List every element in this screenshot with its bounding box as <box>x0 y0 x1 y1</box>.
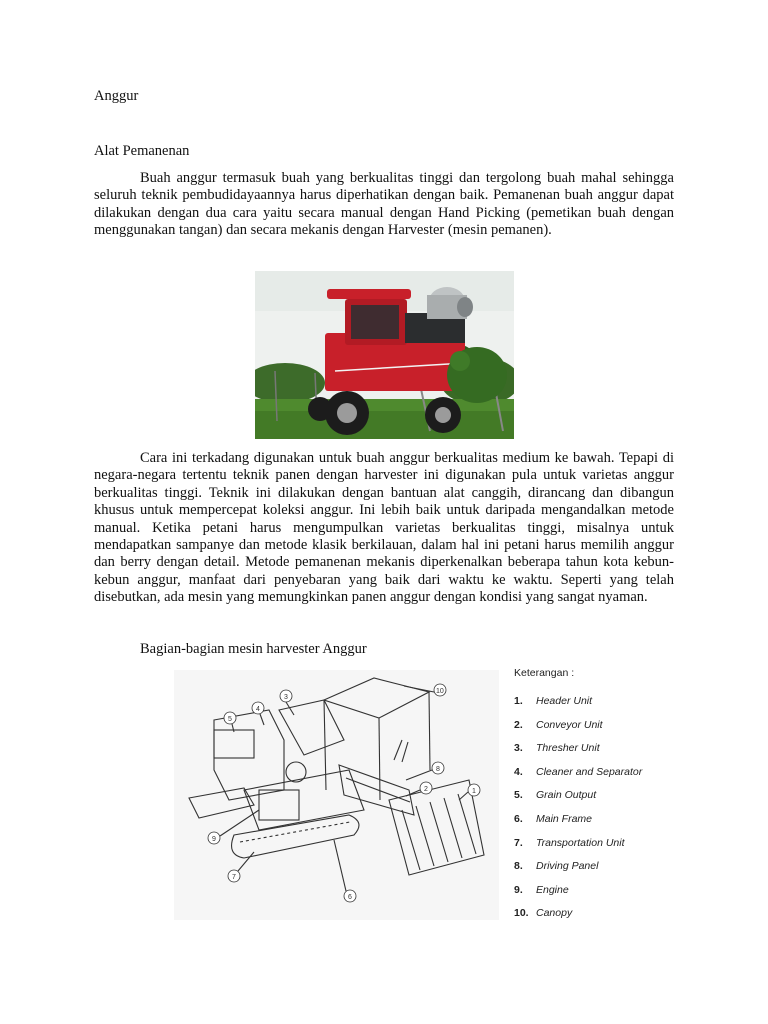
legend-item <box>512 761 702 785</box>
legend-label: Thresher Unit <box>536 742 600 755</box>
svg-text:4: 4 <box>256 706 260 713</box>
legend-title: Keterangan : <box>514 667 575 679</box>
section-heading: Alat Pemanenan <box>94 143 190 159</box>
legend-label: Header Unit <box>536 695 593 707</box>
svg-text:10: 10 <box>436 688 444 695</box>
legend-number: 1. <box>514 695 523 707</box>
svg-text:2: 2 <box>424 786 428 793</box>
harvester-diagram <box>174 670 499 920</box>
legend-label: Conveyor Unit <box>536 718 603 731</box>
subheading-parts: Bagian-bagian mesin harvester Anggur <box>140 641 367 657</box>
legend-label: Cleaner and Separator <box>536 765 643 778</box>
svg-text:7: 7 <box>232 874 236 881</box>
legend-item <box>512 690 702 714</box>
paragraph-harvester: Cara ini terkadang digunakan untuk buah anggur berkualitas medium ke bawah. Tepapi di negara-negara tertentu teknik panen dengan harvester ini digunakan pula untuk varietas anggur berkualitas tinggi. Teknik ini dilakukan dengan bantuan alat canggih, dirancang dan dibangun khusus untuk mempercepat koleksi anggur. Ini lebih baik untuk daripada mengandalkan metode manual. Ketika petani harus mengumpulkan varietas berkualitas tinggi, misalnya untuk mendapatkan sampanye dan metode klasik berkilauan, dalam hal ini petani harus memilih anggur dan berry dengan detail. Metode pemanenan mekanis diperkenalkan beberapa tahun kota kebun-kebun anggur, manfaat dari penyebaran yang baik dari waktu ke waktu. Seperti yang telah disebutkan, ada mesin yang memungkinkan panen anggur dengan kondisi yang sangat nyaman. <box>94 450 674 606</box>
legend-number: 7. <box>514 836 523 849</box>
paragraph-intro: Buah anggur termasuk buah yang berkualitas tinggi dan tergolong buah mahal sehingga seluruh teknik pembudidayaannya harus diperhatikan dengan baik. Pemanenan buah anggur dapat dilakukan dengan dua cara yaitu secara manual dengan Hand Picking (pemetikan buah dengan menggunakan tangan) dan secara mekanis dengan Harvester (mesin pemanen). <box>94 170 674 239</box>
legend-number: 3. <box>514 742 523 755</box>
legend-number: 6. <box>514 812 523 825</box>
legend-item <box>512 737 702 761</box>
svg-text:9: 9 <box>212 836 216 843</box>
svg-text:3: 3 <box>284 694 288 701</box>
legend-label: Main Frame <box>536 812 593 825</box>
legend-item <box>512 714 702 738</box>
legend-item <box>512 832 702 856</box>
legend-number: 10. <box>514 907 529 920</box>
legend-label: Transportation Unit <box>536 836 625 849</box>
legend-number: 2. <box>514 718 523 731</box>
legend-label: Canopy <box>536 907 573 920</box>
legend-list <box>512 690 702 926</box>
legend-label: Driving Panel <box>536 860 599 873</box>
legend-number: 5. <box>514 789 523 802</box>
legend-item <box>512 784 702 808</box>
legend-item <box>512 855 702 879</box>
svg-text:1: 1 <box>472 788 476 795</box>
legend-label: Grain Output <box>536 789 597 802</box>
svg-text:8: 8 <box>436 766 440 773</box>
legend-item <box>512 902 702 926</box>
document-title: Anggur <box>94 88 139 104</box>
legend-item <box>512 879 702 903</box>
legend-label: Engine <box>536 883 569 896</box>
legend-number: 8. <box>514 860 523 873</box>
svg-text:6: 6 <box>348 894 352 901</box>
legend-number: 9. <box>514 883 523 896</box>
diagram-legend <box>512 666 702 926</box>
svg-text:5: 5 <box>228 716 232 723</box>
harvester-photo <box>255 271 514 439</box>
legend-number: 4. <box>514 765 523 778</box>
legend-item <box>512 808 702 832</box>
